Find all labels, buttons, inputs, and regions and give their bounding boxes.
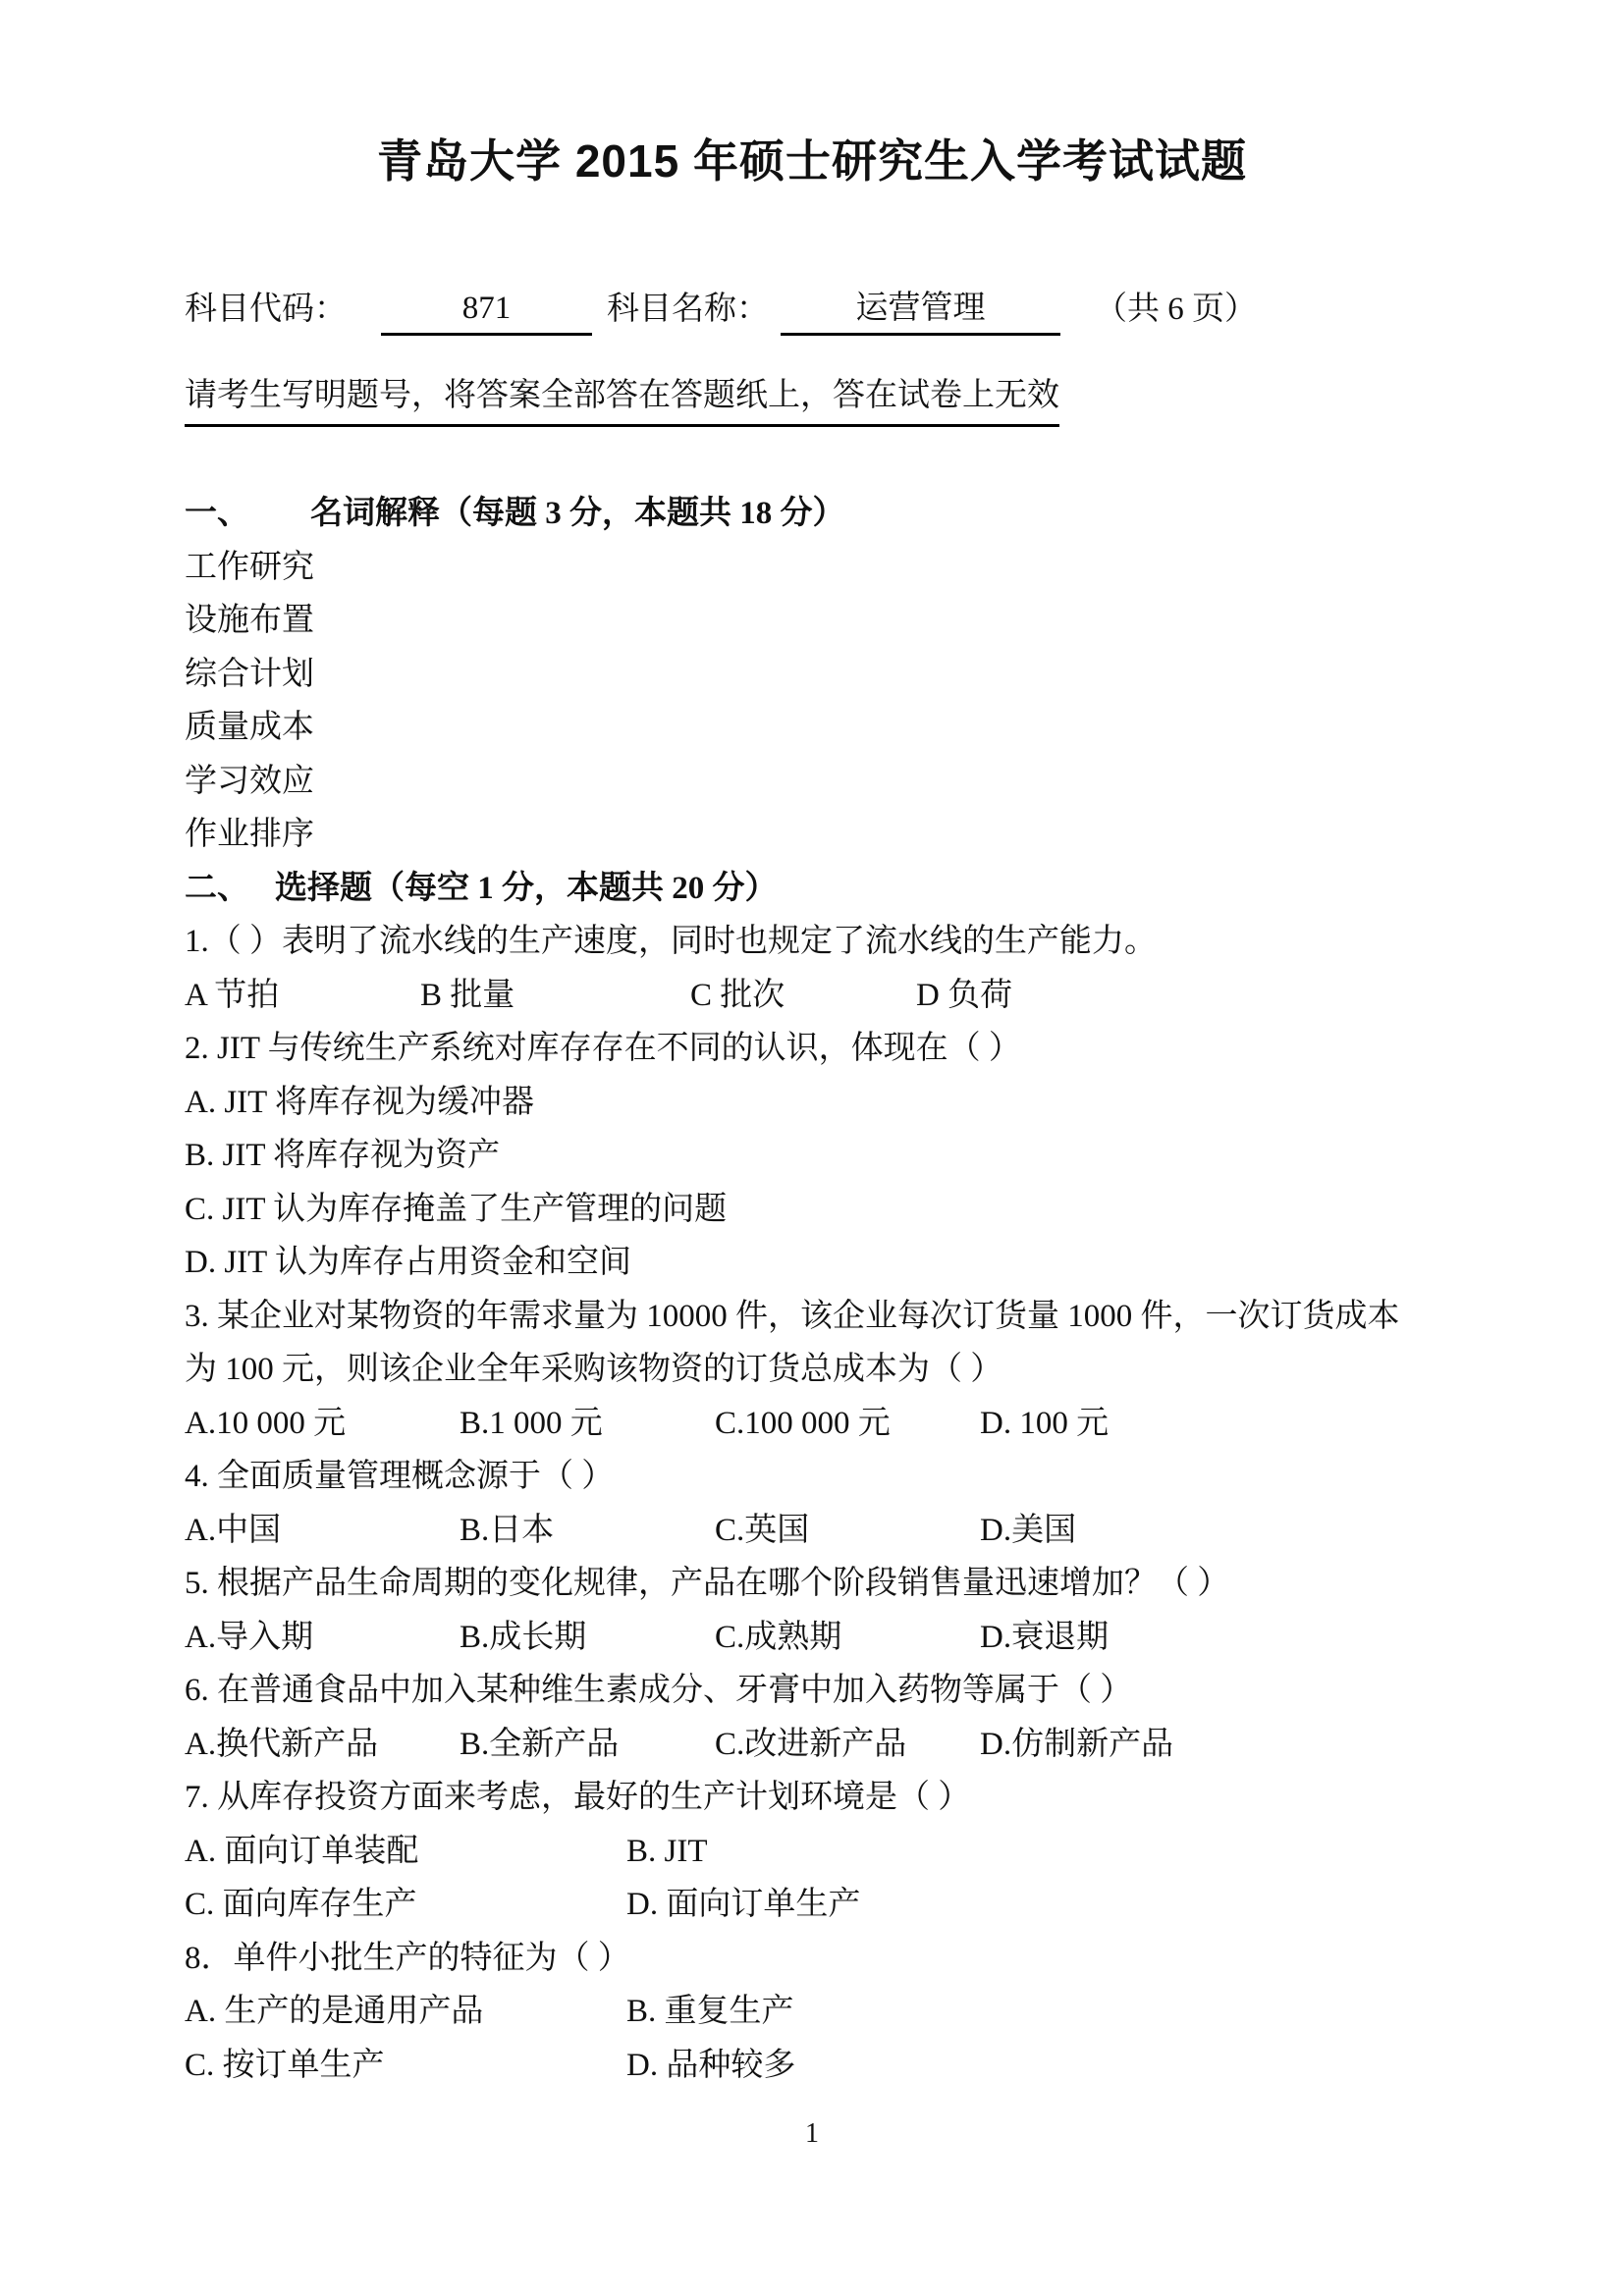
term-item: 综合计划 [185,656,314,692]
q5-options [185,1611,1451,1665]
exam-body [185,487,1451,2092]
q2-option-d: D. JIT 认为库存占用资金和空间 [185,1245,631,1280]
q6-stem: 6. 在普通食品中加入某种维生素成分、牙膏中加入药物等属于（ ） [185,1673,1133,1708]
q4-options [185,1504,1451,1558]
option: C.成熟期 [715,1619,842,1655]
subject-name-label: 科目名称： [607,292,769,327]
subject-name-value: 运营管理 [781,284,1060,336]
term-item: 学习效应 [185,763,314,799]
option: A. 生产的是通用产品 [185,1994,484,2029]
page-title: 青岛大学 2015 年硕士研究生入学考试试题 [377,135,1247,187]
option: B.1 000 元 [460,1405,603,1441]
q8-options-row1 [185,1985,1451,2039]
option: D 负荷 [916,977,1013,1013]
option: B.成长期 [460,1619,587,1655]
option: B.全新产品 [460,1726,620,1762]
option: B. 重复生产 [626,1994,794,2029]
notice-text: 请考生写明题号，将答案全部答在答题纸上，答在试卷上无效 [185,371,1059,427]
section1-number: 一、 [185,496,249,531]
q8-stem: 8．单件小批生产的特征为（ ） [185,1940,630,1976]
page-number: 1 [805,2118,819,2149]
option: B. JIT [626,1833,708,1869]
option: B.日本 [460,1512,555,1548]
q3-options [185,1397,1451,1451]
option: D. 面向订单生产 [626,1887,861,1922]
q1-stem: 1.（ ）表明了流水线的生产速度，同时也规定了流水线的生产能力。 [185,924,1157,959]
pages-note: （共 6 页） [1095,292,1257,327]
section1-title: 名词解释（每题 3 分，本题共 18 分） [310,496,845,531]
option: C.英国 [715,1512,810,1548]
option: B 批量 [420,977,515,1013]
section2-title: 选择题（每空 1 分，本题共 20 分） [275,870,778,906]
option: D. 100 元 [980,1405,1110,1441]
option: A. 面向订单装配 [185,1833,419,1869]
term-item: 工作研究 [185,549,314,585]
q2-option-a: A. JIT 将库存视为缓冲器 [185,1084,534,1120]
subject-code-label: 科目代码： [185,292,347,327]
q4-stem: 4. 全面质量管理概念源于（ ） [185,1459,615,1494]
section2-heading [185,862,1451,916]
subject-meta-line [185,283,1257,336]
option: A 节拍 [185,977,280,1013]
q2-stem: 2. JIT 与传统生产系统对库存存在不同的认识，体现在（ ） [185,1031,1021,1066]
q7-stem: 7. 从库存投资方面来考虑，最好的生产计划环境是（ ） [185,1780,971,1815]
term-item: 质量成本 [185,710,314,745]
option: D.仿制新产品 [980,1726,1174,1762]
section2-number: 二、 [185,870,249,906]
term-item: 设施布置 [185,603,314,638]
option: A.换代新产品 [185,1726,379,1762]
option: A.中国 [185,1512,282,1548]
q2-option-b: B. JIT 将库存视为资产 [185,1138,501,1173]
option: C. 按订单生产 [185,2047,385,2083]
notice-line [185,371,1059,427]
q7-options-row1 [185,1825,1451,1879]
option: D. 品种较多 [626,2047,796,2083]
option: A.10 000 元 [185,1405,347,1441]
option: C.100 000 元 [715,1405,891,1441]
subject-code-value: 871 [381,284,592,336]
q2-option-c: C. JIT 认为库存掩盖了生产管理的问题 [185,1191,728,1227]
q8-options-row2 [185,2039,1451,2093]
q7-options-row2 [185,1878,1451,1932]
q6-options [185,1718,1451,1772]
q1-options [185,969,1451,1023]
q5-stem: 5. 根据产品生命周期的变化规律，产品在哪个阶段销售量迅速增加？（ ） [185,1566,1230,1601]
option: C.改进新产品 [715,1726,907,1762]
option: A.导入期 [185,1619,314,1655]
option: C. 面向库存生产 [185,1887,417,1922]
option: C 批次 [690,977,785,1013]
q3-stem-line2: 为 100 元，则该企业全年采购该物资的订货总成本为（ ） [185,1352,1003,1387]
option: D.美国 [980,1512,1077,1548]
section1-heading [185,487,1451,541]
q3-stem-line1: 3. 某企业对某物资的年需求量为 10000 件，该企业每次订货量 1000 件，一次订货成本 [185,1298,1400,1334]
term-item: 作业排序 [185,817,314,852]
option: D.衰退期 [980,1619,1110,1655]
